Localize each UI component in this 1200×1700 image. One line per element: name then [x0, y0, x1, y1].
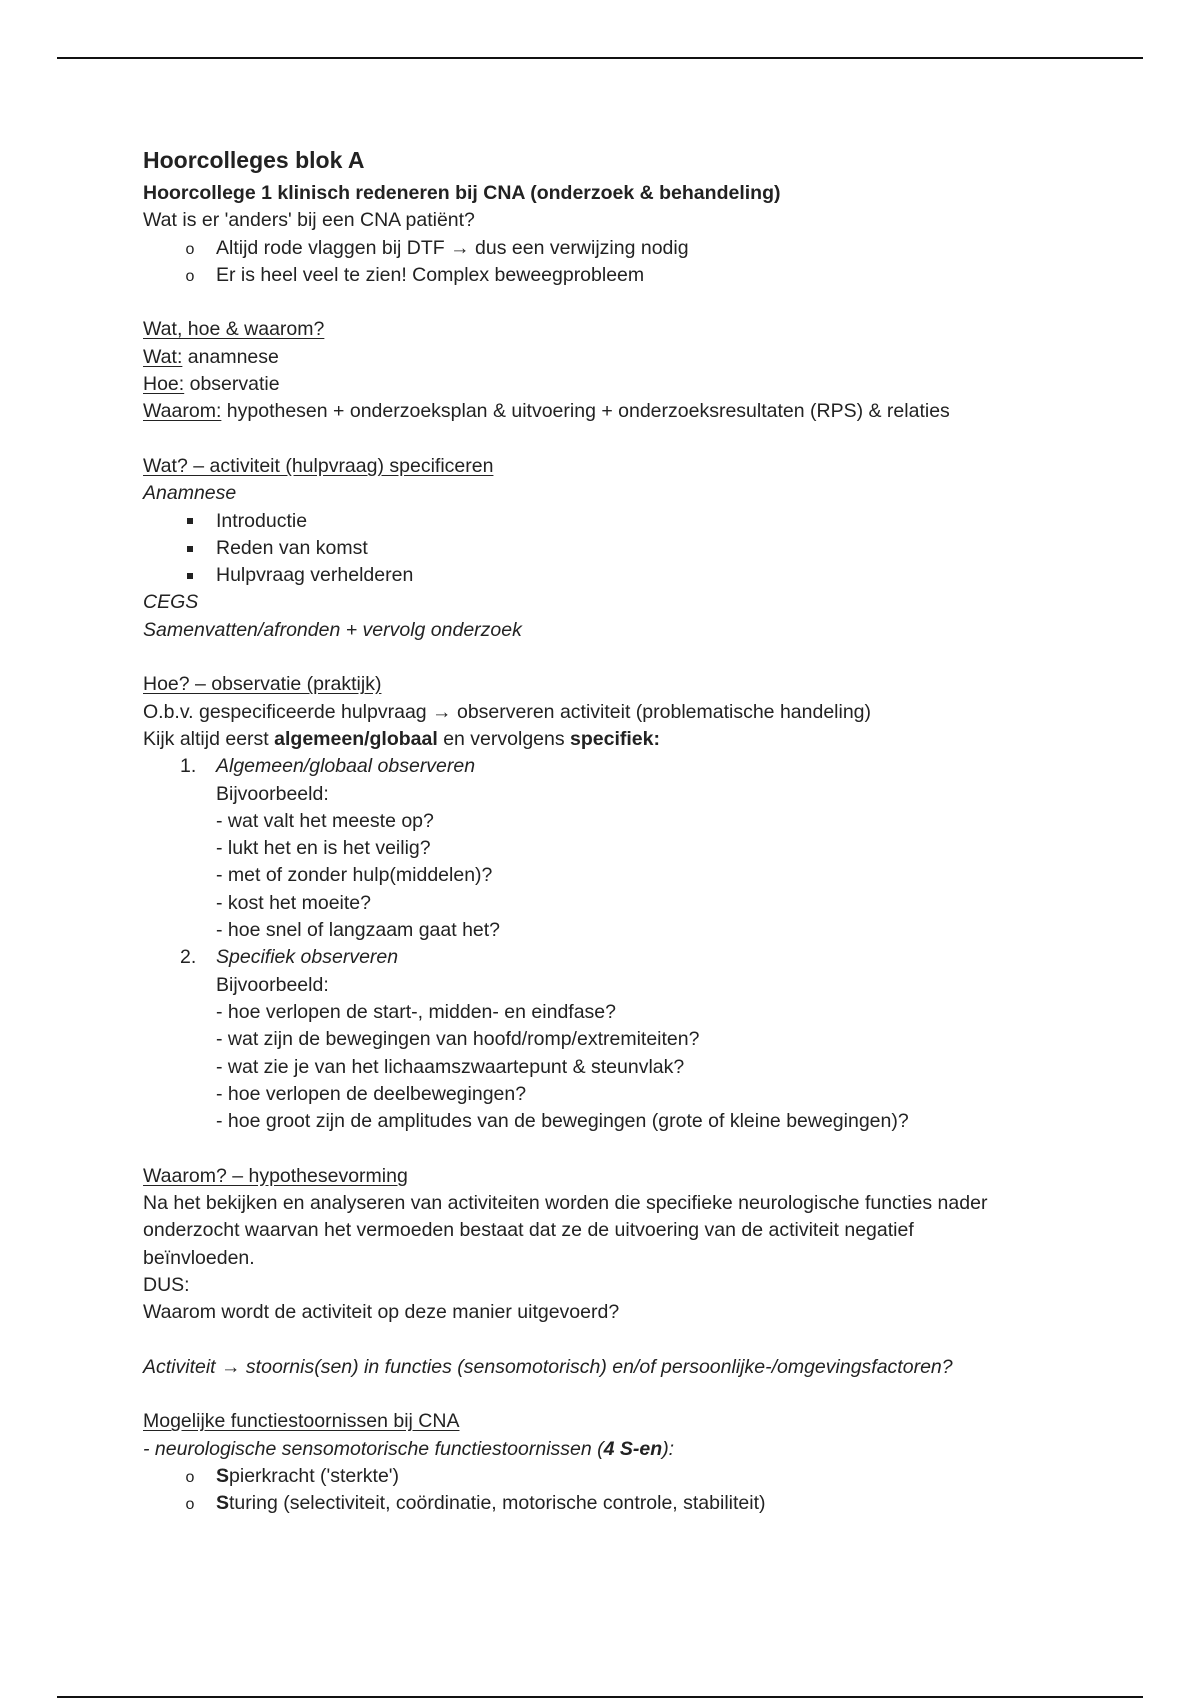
list-item: o Altijd rode vlaggen bij DTF → dus een verwijzing nodig — [143, 235, 1043, 262]
square-bullet-icon — [180, 535, 200, 562]
activiteit-line: Activiteit → stoornis(sen) in functies (sensomotorisch) en/of persoonlijke-/omgevingsfactoren? — [143, 1355, 953, 1378]
numbered-item: 2. Specifiek observeren — [180, 946, 399, 969]
dus-label: DUS: — [143, 1273, 190, 1296]
example-label: Bijvoorbeeld: — [216, 782, 329, 805]
paragraph-line: onderzocht waarvan het vermoeden bestaat dat ze de uitvoering van de activiteit negatief — [143, 1219, 914, 1242]
section-heading-wathoe: Wat, hoe & waarom? — [143, 318, 325, 341]
observation-question: - wat zijn de bewegingen van hoofd/romp/extremiteiten? — [216, 1028, 700, 1051]
list-item: Hulpvraag verhelderen — [143, 562, 1043, 589]
observation-question: - kost het moeite? — [216, 891, 371, 914]
section-heading-hoe: Hoe? – observatie (praktijk) — [143, 673, 382, 696]
observation-question: - hoe verlopen de deelbewegingen? — [216, 1082, 527, 1105]
anamnese-label: Anamnese — [143, 482, 237, 505]
circle-bullet-icon — [180, 235, 200, 263]
numbered-item: 1. Algemeen/globaal observeren — [180, 755, 476, 778]
square-bullet-icon — [180, 508, 200, 535]
example-label: Bijvoorbeeld: — [216, 973, 329, 996]
circle-bullet-icon — [180, 1490, 200, 1518]
circle-bullet-icon — [180, 1463, 200, 1491]
waarom-line: Waarom: hypothesen + onderzoeksplan & uitvoering + onderzoeksresultaten (RPS) & relaties — [143, 400, 950, 423]
hoe-line: Hoe: observatie — [143, 373, 280, 396]
observation-question: - wat valt het meeste op? — [216, 809, 434, 832]
footer-rule — [57, 1696, 1143, 1698]
lecture-heading: Hoorcollege 1 klinisch redeneren bij CNA (onderzoek & behandeling) — [143, 182, 781, 204]
section-heading-waarom: Waarom? – hypothesevorming — [143, 1164, 408, 1187]
paragraph-line: Na het bekijken en analyseren van activiteiten worden die specifieke neurologische functies nader — [143, 1191, 988, 1214]
wat-line: Wat: anamnese — [143, 345, 279, 368]
section-heading-mogelijke: Mogelijke functiestoornissen bij CNA — [143, 1410, 460, 1433]
cegs-label: CEGS — [143, 591, 199, 614]
observation-question: - hoe groot zijn de amplitudes van de bewegingen (grote of kleine bewegingen)? — [216, 1110, 909, 1133]
samenvatten-label: Samenvatten/afronden + vervolg onderzoek — [143, 618, 522, 641]
header-rule — [57, 57, 1143, 59]
section-heading-wat: Wat? – activiteit (hulpvraag) specificeren — [143, 454, 494, 477]
list-item: o Sturing (selectiviteit, coördinatie, motorische controle, stabiliteit) — [143, 1490, 1043, 1517]
document-page — [143, 140, 1043, 1518]
list-item: o Spierkracht ('sterkte') — [143, 1463, 1043, 1490]
hoe-line-1: O.b.v. gespecificeerde hulpvraag → observeren activiteit (problematische handeling) — [143, 700, 872, 723]
circle-bullet-icon — [180, 262, 200, 290]
observation-question: - hoe snel of langzaam gaat het? — [216, 919, 501, 942]
observation-question: - hoe verlopen de start-, midden- en eindfase? — [216, 1000, 616, 1023]
list-item: Reden van komst — [143, 535, 1043, 562]
observation-question: - wat zie je van het lichaamszwaartepunt & steunvlak? — [216, 1055, 685, 1078]
document-title: Hoorcolleges blok A — [143, 147, 365, 173]
list-item: Introductie — [143, 508, 1043, 535]
observation-question: - lukt het en is het veilig? — [216, 837, 431, 860]
hoe-line-2: Kijk altijd eerst algemeen/globaal en vervolgens specifiek: — [143, 727, 660, 750]
list-item: o Er is heel veel te zien! Complex beweegprobleem — [143, 262, 1043, 289]
observation-question: - met of zonder hulp(middelen)? — [216, 864, 493, 887]
square-bullet-icon — [180, 562, 200, 589]
mogelijke-subheading: - neurologische sensomotorische functiestoornissen (4 S-en): — [143, 1437, 675, 1460]
paragraph-line: beïnvloeden. — [143, 1246, 255, 1269]
waarom-question: Waarom wordt de activiteit op deze manier uitgevoerd? — [143, 1301, 620, 1324]
lecture-question: Wat is er 'anders' bij een CNA patiënt? — [143, 209, 475, 232]
